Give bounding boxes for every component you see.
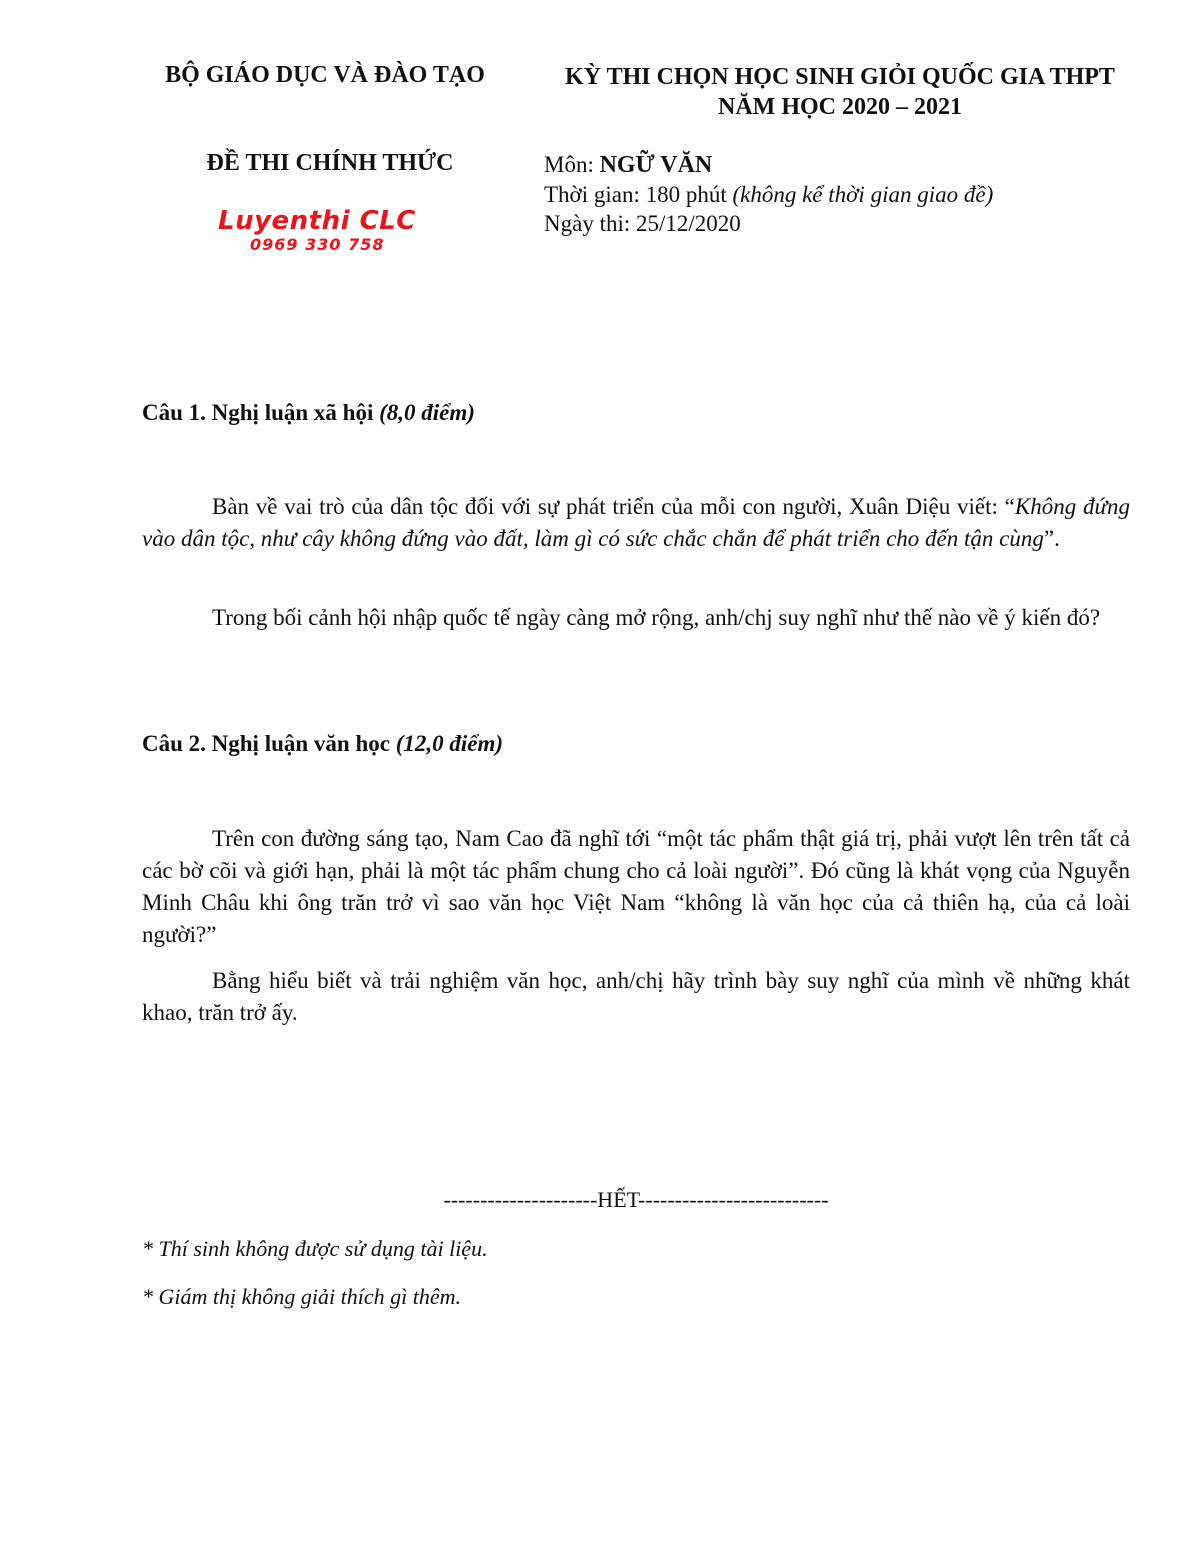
question-2-points: (12,0 điểm) <box>395 731 504 756</box>
question-2-title <box>142 731 503 757</box>
question-1-label: Câu 1. Nghị luận xã hội <box>142 400 380 425</box>
official-exam-label: ĐỀ THI CHÍNH THỨC <box>206 150 454 176</box>
question-1-points: (8,0 điểm) <box>379 400 475 425</box>
q1-para1-prefix: Bàn về vai trò của dân tộc đối với sự phát triển của mỗi con người, Xuân Diệu viết: “ <box>212 494 1015 519</box>
school-year: NĂM HỌC 2020 – 2021 <box>718 94 962 120</box>
q1-para1-quote: Không đứng vào dân tộc, như cây không đứng vào đất, làm gì có sức chắc chắn để phát triển cho đến tận cùng <box>142 494 1130 551</box>
end-marker: ---------------------HẾT-------------------------- <box>443 1187 829 1212</box>
logo-text: Luyenthi CLC <box>218 206 416 236</box>
exam-title-line: KỲ THI CHỌN HỌC SINH GIỎI QUỐC GIA THPT <box>565 64 1115 90</box>
exam-meta <box>544 150 993 238</box>
q1-para1-suffix: ”. <box>1043 526 1060 551</box>
subject-value: NGỮ VĂN <box>599 152 713 178</box>
question-2-paragraph-2: Bằng hiểu biết và trải nghiệm văn học, anh/chị hãy trình bày suy nghĩ của mình về những khát khao, trăn trở ấy. <box>142 968 1130 1025</box>
question-1-paragraph-1 <box>142 491 1130 555</box>
question-2-paragraph-1: Trên con đường sáng tạo, Nam Cao đã nghĩ tới “một tác phẩm thật giá trị, phải vượt lên trên tất cả các bờ cõi và giới hạn, phải là một tác phẩm chung cho cả loài người”. Đó cũng là khát vọng của Nguyễn Minh Châu khi ông trăn trở vì sao văn học Việt Nam “không là văn học của cả thiên hạ, của cả loài người?” <box>142 826 1130 947</box>
question-1-paragraph-2: Trong bối cảnh hội nhập quốc tế ngày càng mở rộng, anh/chj suy nghĩ như thế nào về ý kiến đó? <box>212 605 1101 630</box>
time-line <box>544 180 993 209</box>
exam-title <box>520 62 1160 122</box>
note-no-documents: * Thí sinh không được sử dụng tài liệu. <box>142 1236 488 1261</box>
note-no-explanation: * Giám thị không giải thích gì thêm. <box>142 1284 461 1309</box>
date-line: Ngày thi: 25/12/2020 <box>544 211 741 236</box>
ministry-name: BỘ GIÁO DỤC VÀ ĐÀO TẠO <box>165 62 485 88</box>
time-note: (không kể thời gian giao đề) <box>732 182 994 207</box>
subject-label: Môn: <box>544 152 600 177</box>
subject-line <box>544 150 993 180</box>
time-label: Thời gian: 180 phút <box>544 182 733 207</box>
logo-phone: 0969 330 758 <box>250 235 385 254</box>
question-2-label: Câu 2. Nghị luận văn học <box>142 731 396 756</box>
luyenthi-logo <box>210 206 440 256</box>
question-1-title <box>142 400 475 426</box>
